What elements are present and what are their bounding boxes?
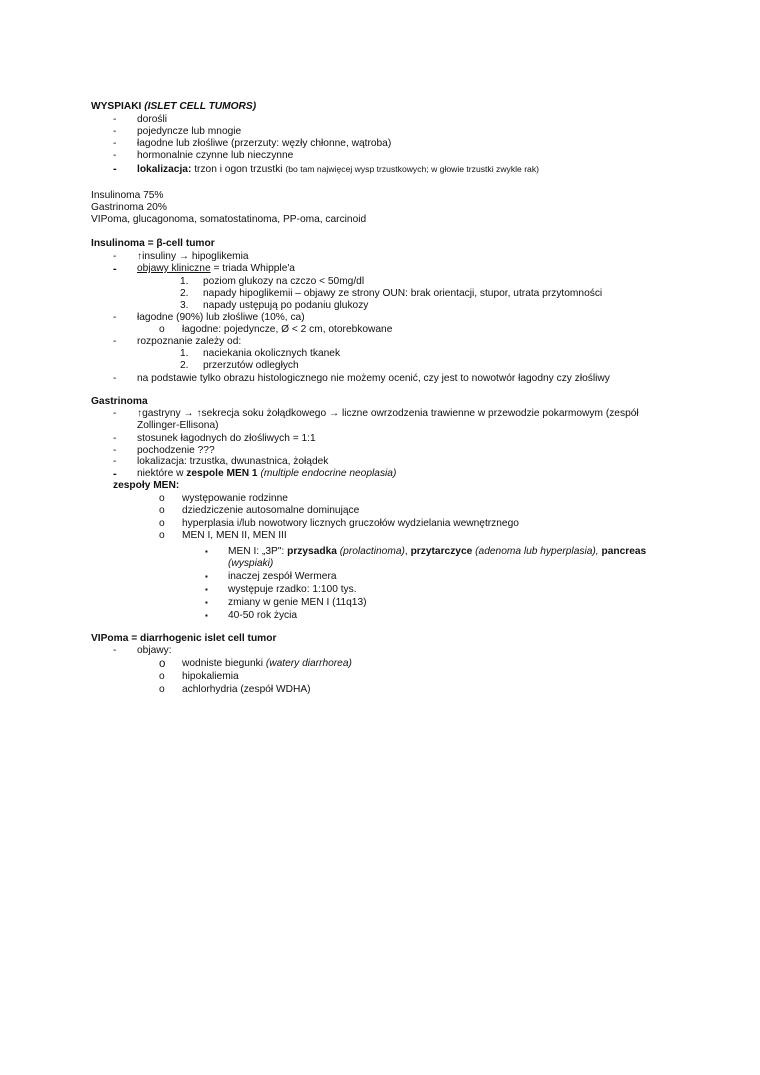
number-marker: 2.	[180, 360, 189, 371]
dash-bullet: -	[113, 263, 117, 275]
insulinoma-item: na podstawie tylko obrazu histologicznego nie możemy ocenić, czy jest to nowotwór łagodny czy złośliwy	[137, 373, 610, 384]
insulinoma-item: rozpoznanie zależy od:	[137, 336, 242, 347]
circle-bullet: o	[159, 671, 165, 682]
insulinoma-subitem: łagodne: pojedyncze, Ø < 2 cm, otorebkowane	[182, 324, 393, 335]
intro-item: dorośli	[137, 114, 168, 125]
insulinoma-item: ↑insuliny → hipoglikemia	[137, 251, 249, 262]
intro-localization: lokalizacja: trzon i ogon trzustki (bo tam najwięcej wysp trzustkowych; w głowie trzustki zwykle rak)	[137, 164, 539, 175]
men1-item: zmiany w genie MEN I (11q13)	[228, 597, 367, 608]
number-marker: 1.	[180, 348, 189, 359]
square-bullet: ▪	[205, 585, 208, 594]
triad-item: poziom glukozy na czczo < 50mg/dl	[203, 276, 365, 287]
men-item: hyperplasia i/lub nowotwory licznych gruczołów wydzielania wewnętrznego	[182, 518, 519, 529]
intro-item: hormonalnie czynne lub nieczynne	[137, 150, 294, 161]
men1-item: 40-50 rok życia	[228, 610, 298, 621]
men1-description-cont: (wyspiaki)	[228, 558, 274, 569]
men-item: MEN I, MEN II, MEN III	[182, 530, 287, 541]
number-marker: 2.	[180, 288, 189, 299]
dash-bullet: -	[113, 126, 117, 137]
dash-bullet: -	[113, 373, 117, 384]
circle-bullet: o	[159, 518, 165, 529]
men1-item: inaczej zespół Wermera	[228, 571, 337, 582]
insulinoma-symptoms: objawy kliniczne = triada Whipple'a	[137, 263, 295, 274]
gastrinoma-item: lokalizacja: trzustka, dwunastnica, żołądek	[137, 456, 329, 467]
dash-bullet: -	[113, 312, 117, 323]
gastrinoma-item: stosunek łagodnych do złośliwych = 1:1	[137, 433, 316, 444]
diag-item: przerzutów odległych	[203, 360, 299, 371]
circle-bullet: o	[159, 324, 165, 335]
vipoma-symptom: achlorhydria (zespół WDHA)	[182, 684, 311, 695]
dash-bullet: -	[113, 138, 117, 149]
square-bullet: ▪	[205, 572, 208, 581]
insulinoma-item: łagodne (90%) lub złośliwe (10%, ca)	[137, 312, 305, 323]
circle-bullet: o	[159, 530, 165, 541]
intro-item: łagodne lub złośliwe (przerzuty: węzły chłonne, wątroba)	[137, 138, 392, 149]
men1-item: występuje rzadko: 1:100 tys.	[228, 584, 357, 595]
vipoma-symptom: hipokaliemia	[182, 671, 239, 682]
section-heading-vipoma: VIPoma = diarrhogenic islet cell tumor	[91, 633, 277, 644]
dash-bullet: -	[113, 114, 117, 125]
dash-bullet: -	[113, 251, 117, 262]
men1-description: MEN I: „3P": przysadka (prolactinoma), przytarczyce (adenoma lub hyperplasia), pancreas	[228, 546, 647, 557]
section-heading-insulinoma: Insulinoma = β-cell tumor	[91, 238, 215, 249]
gastrinoma-item-cont: Zollinger-Ellisona)	[137, 420, 219, 431]
dash-bullet: -	[113, 456, 117, 467]
freq-insulinoma: Insulinoma 75%	[91, 190, 164, 201]
dash-bullet: -	[113, 433, 117, 444]
freq-gastrinoma: Gastrinoma 20%	[91, 202, 167, 213]
circle-bullet: o	[159, 658, 166, 670]
dash-bullet: -	[113, 150, 117, 161]
dash-bullet: -	[113, 163, 117, 175]
square-bullet: ▪	[205, 547, 208, 556]
dash-bullet: -	[113, 445, 117, 456]
vipoma-symptom: wodniste biegunki (watery diarrhorea)	[182, 658, 352, 669]
intro-item: pojedyncze lub mnogie	[137, 126, 242, 137]
square-bullet: ▪	[205, 598, 208, 607]
dash-bullet: -	[113, 468, 117, 480]
dash-bullet: -	[113, 645, 117, 656]
gastrinoma-item: pochodzenie ???	[137, 445, 215, 456]
circle-bullet: o	[159, 505, 165, 516]
dash-bullet: -	[113, 336, 117, 347]
triad-item: napady ustępują po podaniu glukozy	[203, 300, 369, 311]
men-item: występowanie rodzinne	[182, 493, 288, 504]
square-bullet: ▪	[205, 611, 208, 620]
gastrinoma-item: ↑gastryny → ↑sekrecja soku żołądkowego → liczne owrzodzenia trawienne w przewodzie pokarmowym (zespół	[137, 408, 639, 419]
men-subheading: zespoły MEN:	[113, 480, 180, 491]
circle-bullet: o	[159, 684, 165, 695]
number-marker: 3.	[180, 300, 189, 311]
diag-item: naciekania okolicznych tkanek	[203, 348, 341, 359]
circle-bullet: o	[159, 493, 165, 504]
section-heading-wyspiaki: WYSPIAKI (ISLET CELL TUMORS)	[91, 101, 257, 112]
triad-item: napady hipoglikemii – objawy ze strony OUN: brak orientacji, stupor, utrata przytomności	[203, 288, 603, 299]
section-heading-gastrinoma: Gastrinoma	[91, 396, 148, 407]
number-marker: 1.	[180, 276, 189, 287]
vipoma-item: objawy:	[137, 645, 172, 656]
men-item: dziedziczenie autosomalne dominujące	[182, 505, 360, 516]
dash-bullet: -	[113, 408, 117, 419]
gastrinoma-men-item: niektóre w zespole MEN 1 (multiple endocrine neoplasia)	[137, 468, 397, 479]
freq-others: VIPoma, glucagonoma, somatostatinoma, PP-oma, carcinoid	[91, 214, 367, 225]
